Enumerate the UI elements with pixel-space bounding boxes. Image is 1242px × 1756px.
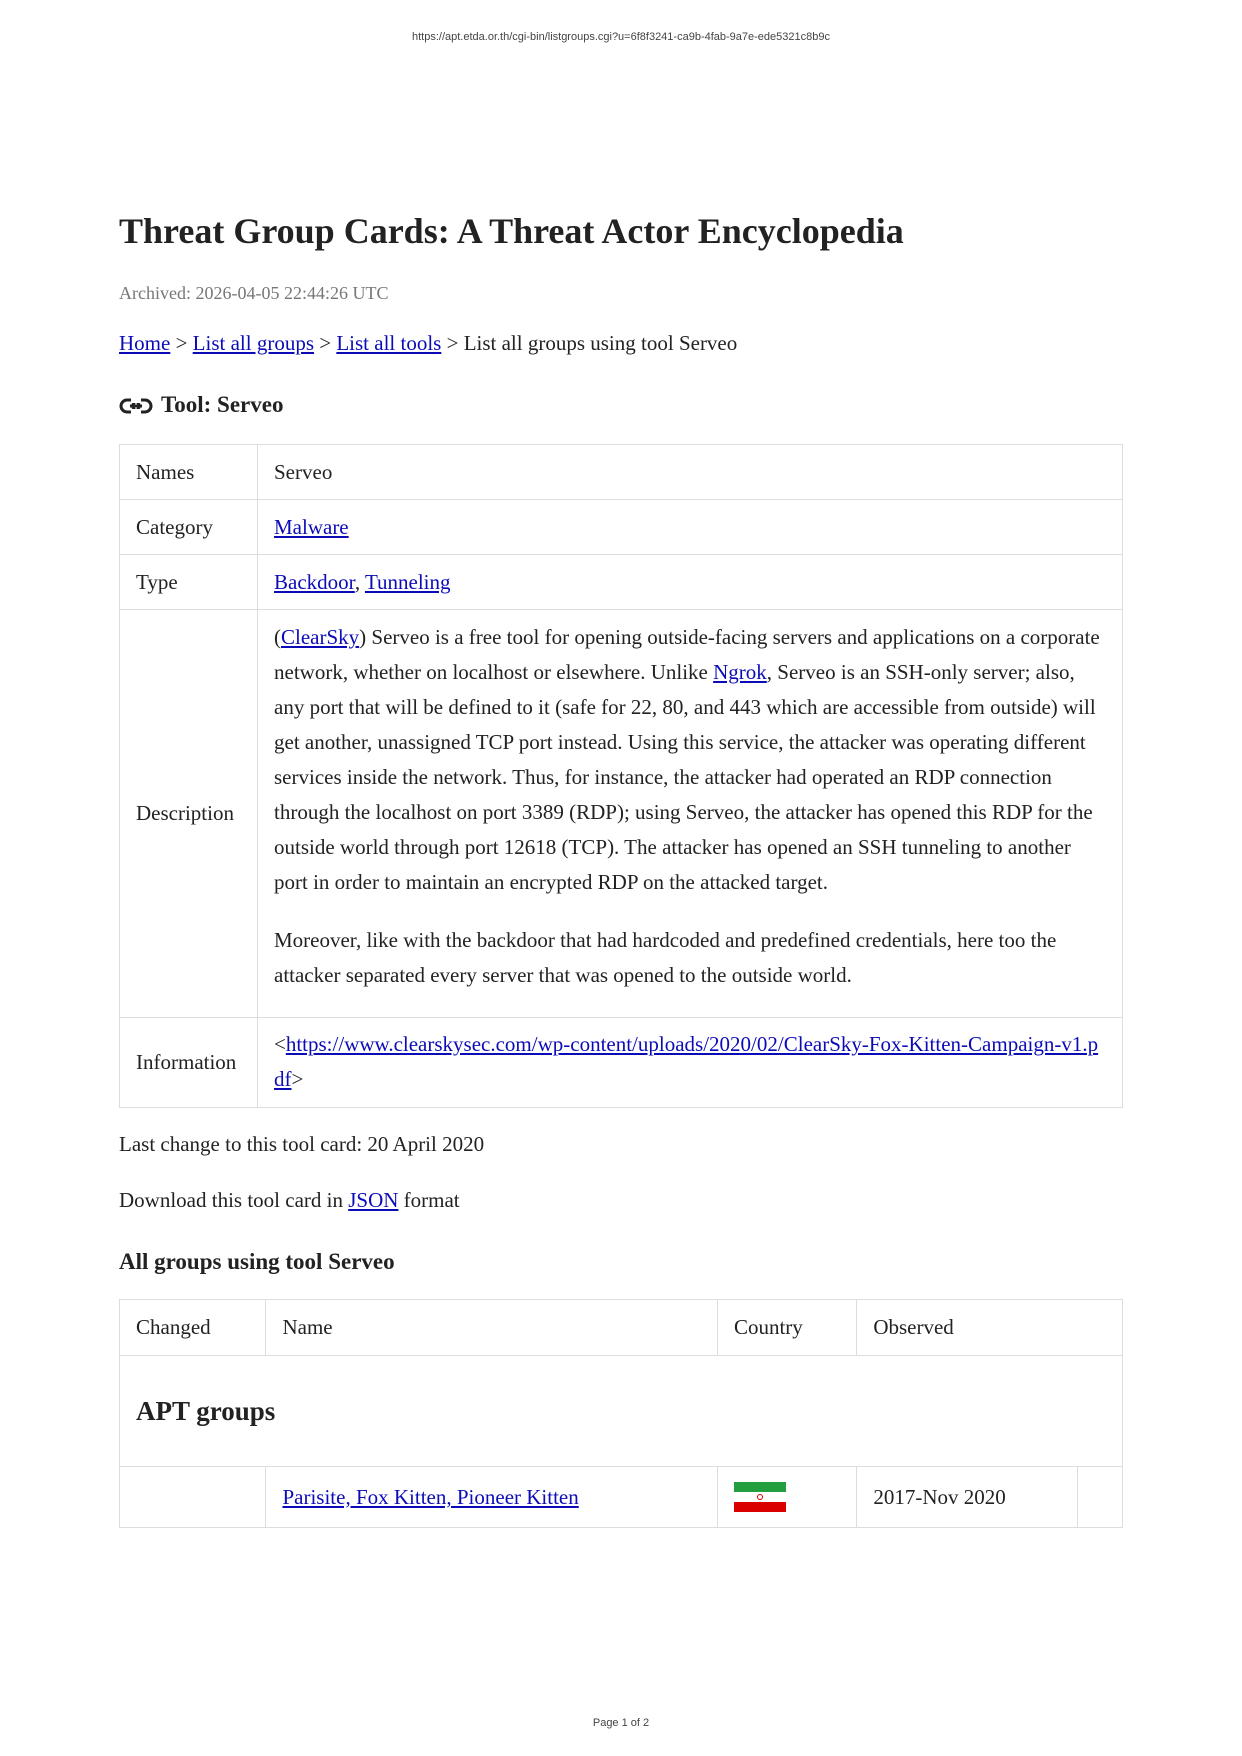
description-paragraph: (ClearSky) Serveo is a free tool for opening outside-facing servers and applications on a corporate network, whether on localhost or elsewhere. Unlike Ngrok, Serveo is an SSH-only server; also, any port that will be defined to it (safe for 22, 80, and 443 which are accessible from outside) will get another, unassigned TCP port instead. Using this service, the attacker was operating different services inside the network. Thus, for instance, the attacker had operated an RDP connection through the localhost on port 3389 (RDP); using Serveo, the attacker has opened this RDP for the outside world through port 12618 (TCP). The attacker has opened an SSH tunneling to another port in order to maintain an encrypted RDP on the attacked target.	[274, 625, 1100, 895]
breadcrumb-home-link[interactable]: Home	[119, 331, 171, 356]
page-title: Threat Group Cards: A Threat Actor Encyclopedia	[119, 211, 904, 251]
tool-heading-text: Tool: Serveo	[161, 392, 284, 418]
ngrok-link[interactable]: Ngrok	[713, 660, 767, 685]
category-cell	[258, 500, 1123, 555]
category-link[interactable]: Malware	[274, 514, 349, 539]
clearsky-link[interactable]: ClearSky	[281, 625, 360, 650]
information-cell: <https://www.clearskysec.com/wp-content/uploads/2020/02/ClearSky-Fox-Kitten-Campaign-v1.pdf>	[258, 1018, 1123, 1108]
table-row	[120, 500, 1123, 555]
table-row	[120, 445, 1123, 500]
breadcrumb-separator: >	[175, 331, 188, 356]
type-link-tunneling[interactable]: Tunneling	[364, 569, 451, 594]
section-row	[120, 1356, 1123, 1467]
description-cell	[258, 610, 1123, 1018]
groups-heading: All groups using tool Serveo	[119, 1249, 395, 1275]
table-row	[120, 1018, 1123, 1108]
tool-info-table	[119, 444, 1123, 1108]
breadcrumb-separator: >	[319, 331, 332, 356]
section-title-apt-groups: APT groups	[120, 1356, 1123, 1467]
names-label: Names	[120, 445, 258, 500]
archived-timestamp: Archived: 2026-04-05 22:44:26 UTC	[119, 283, 389, 304]
description-paragraph: Moreover, like with the backdoor that had hardcoded and predefined credentials, here too the attacker separated every server that was opened to the outside world.	[274, 928, 1057, 988]
breadcrumb-separator: >	[446, 331, 459, 356]
last-change-text: Last change to this tool card: 20 April 2020	[119, 1132, 485, 1157]
information-label: Information	[120, 1018, 258, 1108]
observed-cell: 2017-Nov 2020	[857, 1467, 1077, 1528]
iran-flag-icon	[734, 1482, 786, 1512]
breadcrumb	[119, 331, 1123, 356]
type-label: Type	[120, 555, 258, 610]
download-suffix: format	[403, 1188, 460, 1213]
description-text: Serveo is a free tool for opening outside-facing servers and applications on a corporate network, whether on localhost or elsewhere. Unlike	[274, 625, 1100, 685]
name-cell	[266, 1467, 718, 1528]
breadcrumb-groups-link[interactable]: List all groups	[192, 331, 314, 356]
country-cell	[717, 1467, 856, 1528]
json-download-link[interactable]: JSON	[348, 1188, 399, 1213]
column-header-observed: Observed	[857, 1300, 1123, 1356]
information-link[interactable]: https://www.clearskysec.com/wp-content/uploads/2020/02/ClearSky-Fox-Kitten-Campaign-v1.pdf	[274, 1032, 1099, 1092]
type-separator: ,	[354, 569, 361, 594]
group-link[interactable]: Parisite, Fox Kitten, Pioneer Kitten	[282, 1484, 579, 1509]
tool-heading	[119, 392, 1123, 418]
breadcrumb-tools-link[interactable]: List all tools	[336, 331, 442, 356]
description-text: , Serveo is an SSH-only server; also, any port that will be defined to it (safe for 22, 80, and 443 which are accessible from outside) will get another, unassigned TCP port instead. Using this service, the attacker was operating different services inside the network. Thus, for instance, the attacker had operated an RDP connection through the localhost on port 3389 (RDP); using Serveo, the attacker has opened this RDP for the outside world through port 12618 (TCP). The attacker has opened an SSH tunneling to another port in order to maintain an encrypted RDP on the attacked target.	[274, 660, 1096, 895]
breadcrumb-current: List all groups using tool Serveo	[463, 331, 738, 356]
download-line	[119, 1188, 1123, 1213]
table-row	[120, 610, 1123, 1018]
page-url-header: https://apt.etda.or.th/cgi-bin/listgroups.cgi?u=6f8f3241-ca9b-4fab-9a7e-ede5321c8b9c	[412, 31, 830, 43]
download-prefix: Download this tool card in	[119, 1188, 343, 1213]
table-header-row	[120, 1300, 1123, 1356]
category-label: Category	[120, 500, 258, 555]
empty-cell	[1077, 1467, 1122, 1528]
names-value: Serveo	[258, 445, 1123, 500]
description-label: Description	[120, 610, 258, 1018]
main-content	[119, 210, 1123, 1528]
link-icon	[119, 396, 153, 418]
table-row	[120, 1467, 1123, 1528]
type-link-backdoor[interactable]: Backdoor	[274, 569, 355, 594]
page-footer: Page 1 of 2	[592, 1717, 650, 1729]
table-row	[120, 555, 1123, 610]
changed-cell	[120, 1467, 266, 1528]
column-header-changed: Changed	[120, 1300, 266, 1356]
groups-table	[119, 1299, 1123, 1528]
column-header-country: Country	[717, 1300, 856, 1356]
type-cell	[258, 555, 1123, 610]
column-header-name: Name	[266, 1300, 718, 1356]
